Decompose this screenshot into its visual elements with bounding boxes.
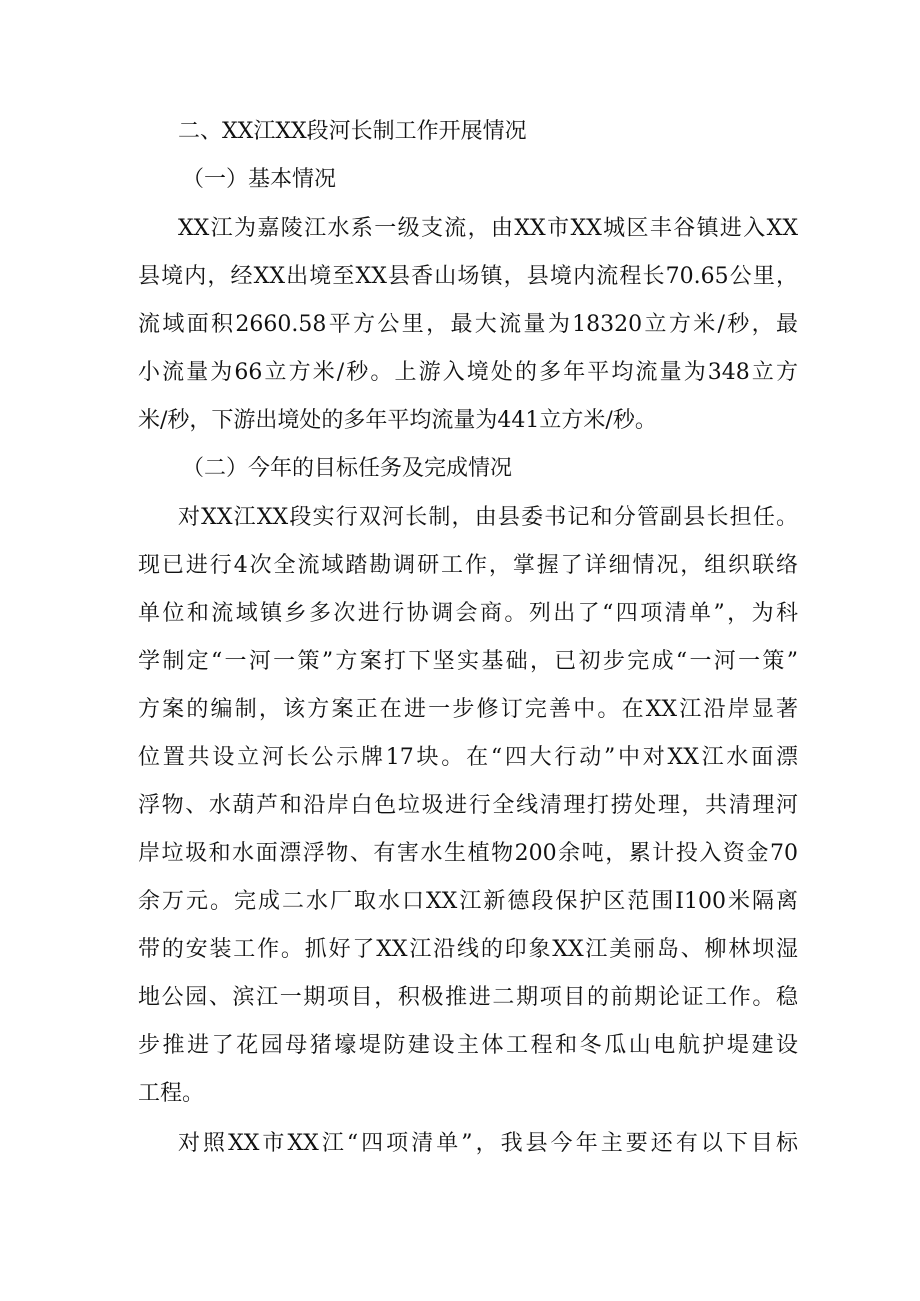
text-line: XX江为嘉陵江水系一级支流，由XX市XX城区丰谷镇进入XX [178, 216, 798, 241]
text-line: 带的安装工作。抓好了XX江沿线的印象XX江美丽岛、柳林坝湿 [138, 937, 798, 962]
subsection-heading-basic: （一）基本情况 [182, 167, 337, 192]
text-line: 工程。 [138, 1081, 205, 1106]
text-line: 对XX江XX段实行双河长制，由县委书记和分管副县长担任。 [178, 505, 798, 530]
subsection-heading-targets: （二）今年的目标任务及完成情况 [182, 456, 513, 481]
section-heading: 二、XX江XX段河长制工作开展情况 [178, 119, 527, 144]
text-line: 步推进了花园母猪壕堤防建设主体工程和冬瓜山电航护堤建设 [138, 1033, 798, 1058]
text-line: 流域面积2660.58平方公里，最大流量为18320立方米/秒，最 [138, 312, 798, 337]
text-line: 岸垃圾和水面漂浮物、有害水生植物200余吨，累计投入资金70 [138, 841, 798, 866]
text-line: 单位和流域镇乡多次进行协调会商。列出了“四项清单”，为科 [138, 601, 798, 626]
text-line: 现已进行4次全流域踏勘调研工作，掌握了详细情况，组织联络 [138, 553, 798, 578]
text-line: 位置共设立河长公示牌17块。在“四大行动”中对XX江水面漂 [138, 745, 798, 770]
text-line: 学制定“一河一策”方案打下坚实基础，已初步完成“一河一策” [138, 649, 798, 674]
text-line: 浮物、水葫芦和沿岸白色垃圾进行全线清理打捞处理，共清理河 [138, 793, 798, 818]
text-line: 方案的编制，该方案正在进一步修订完善中。在XX江沿岸显著 [138, 697, 798, 722]
text-line: 对照XX市XX江“四项清单”，我县今年主要还有以下目标 [178, 1131, 798, 1156]
text-line: 余万元。完成二水厂取水口XX江新德段保护区范围I100米隔离 [138, 889, 798, 914]
text-line: 地公园、滨江一期项目，积极推进二期项目的前期论证工作。稳 [138, 985, 798, 1010]
text-line: 小流量为66立方米/秒。上游入境处的多年平均流量为348立方 [138, 360, 798, 385]
text-line: 县境内，经XX出境至XX县香山场镇，县境内流程长70.65公里， [138, 264, 798, 289]
text-line: 米/秒，下游出境处的多年平均流量为441立方米/秒。 [138, 408, 657, 433]
